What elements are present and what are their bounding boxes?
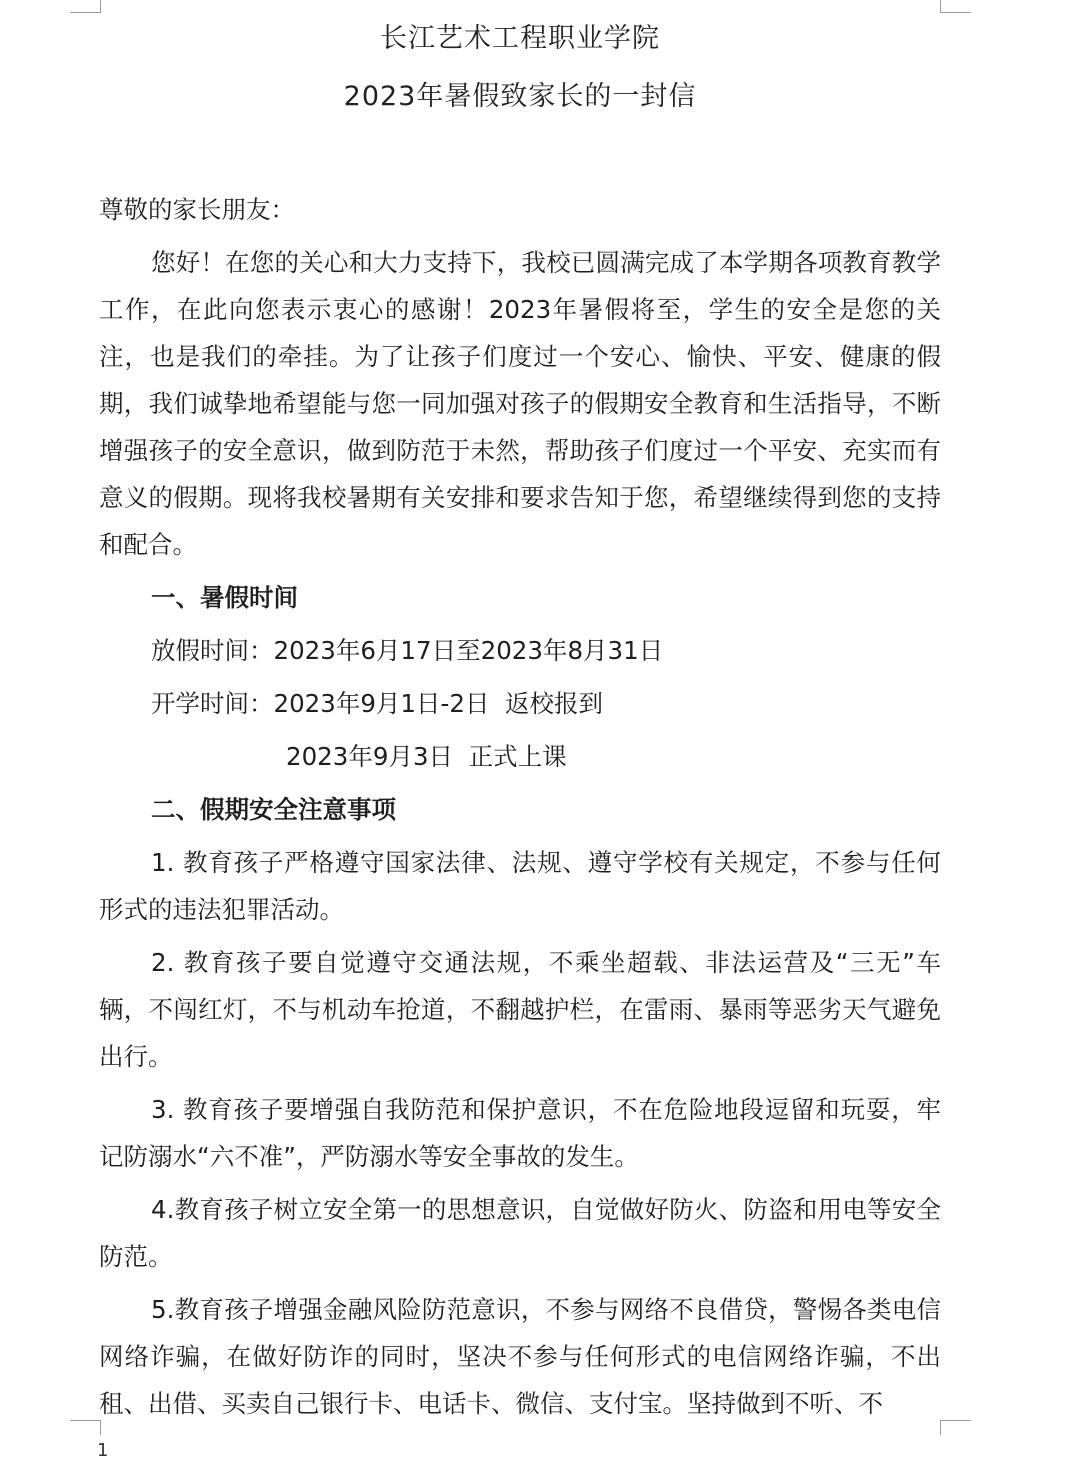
safety-item: 3. 教育孩子要增强自我防范和保护意识，不在危险地段逗留和玩耍，牢记防溺水“六不准”，严防溺水等安全事故的发生。 xyxy=(99,1095,941,1171)
school-start-line: 开学时间：2023年9月1日-2日 返校报到 xyxy=(151,689,604,718)
safety-item: 5.教育孩子增强金融风险防范意识，不参与网络不良借贷，警惕各类电信网络诈骗，在做好防诈的同时，坚决不参与任何形式的电信网络诈骗，不出租、出借、买卖自己银行卡、电话卡、微信、支付宝。坚持做到不听、不 xyxy=(99,1295,941,1418)
greeting: 尊敬的家长朋友： xyxy=(99,195,295,224)
section-heading-vacation-time: 一、暑假时间 xyxy=(151,583,298,612)
crop-mark-bottom-right xyxy=(940,1420,971,1435)
crop-mark-bottom-left xyxy=(70,1420,101,1435)
safety-item: 2. 教育孩子要自觉遵守交通法规，不乘坐超载、非法运营及“三无”车辆，不闯红灯，不与机动车抢道，不翻越护栏，在雷雨、暴雨等恶劣天气避免出行。 xyxy=(99,948,941,1071)
intro-paragraph: 您好！在您的关心和大力支持下，我校已圆满完成了本学期各项教育教学工作，在此向您表示衷心的感谢！2023年暑假将至，学生的安全是您的关注，也是我们的牵挂。为了让孩子们度过一个安心、愉快、平安、健康的假期，我们诚挚地希望能与您一同加强对孩子的假期安全教育和生活指导，不断增强孩子的安全意识，做到防范于未然，帮助孩子们度过一个平安、充实而有意义的假期。现将我校暑期有关安排和要求告知于您，希望继续得到您的支持和配合。 xyxy=(99,248,941,559)
crop-mark-top-left xyxy=(70,0,101,13)
safety-item: 1. 教育孩子严格遵守国家法律、法规、遵守学校有关规定，不参与任何形式的违法犯罪活动。 xyxy=(99,848,941,924)
letter-title: 2023年暑假致家长的一封信 xyxy=(343,81,697,112)
crop-mark-top-right xyxy=(940,0,971,13)
school-name-title: 长江艺术工程职业学院 xyxy=(380,23,660,54)
class-start-line: 2023年9月3日 正式上课 xyxy=(286,742,567,771)
page-number: 1 xyxy=(97,1440,109,1461)
letter-body xyxy=(99,186,941,1427)
section-heading-safety: 二、假期安全注意事项 xyxy=(151,795,396,824)
safety-item: 4.教育孩子树立安全第一的思想意识，自觉做好防火、防盗和用电等安全防范。 xyxy=(99,1195,941,1271)
vacation-time-line: 放假时间：2023年6月17日至2023年8月31日 xyxy=(151,636,664,665)
